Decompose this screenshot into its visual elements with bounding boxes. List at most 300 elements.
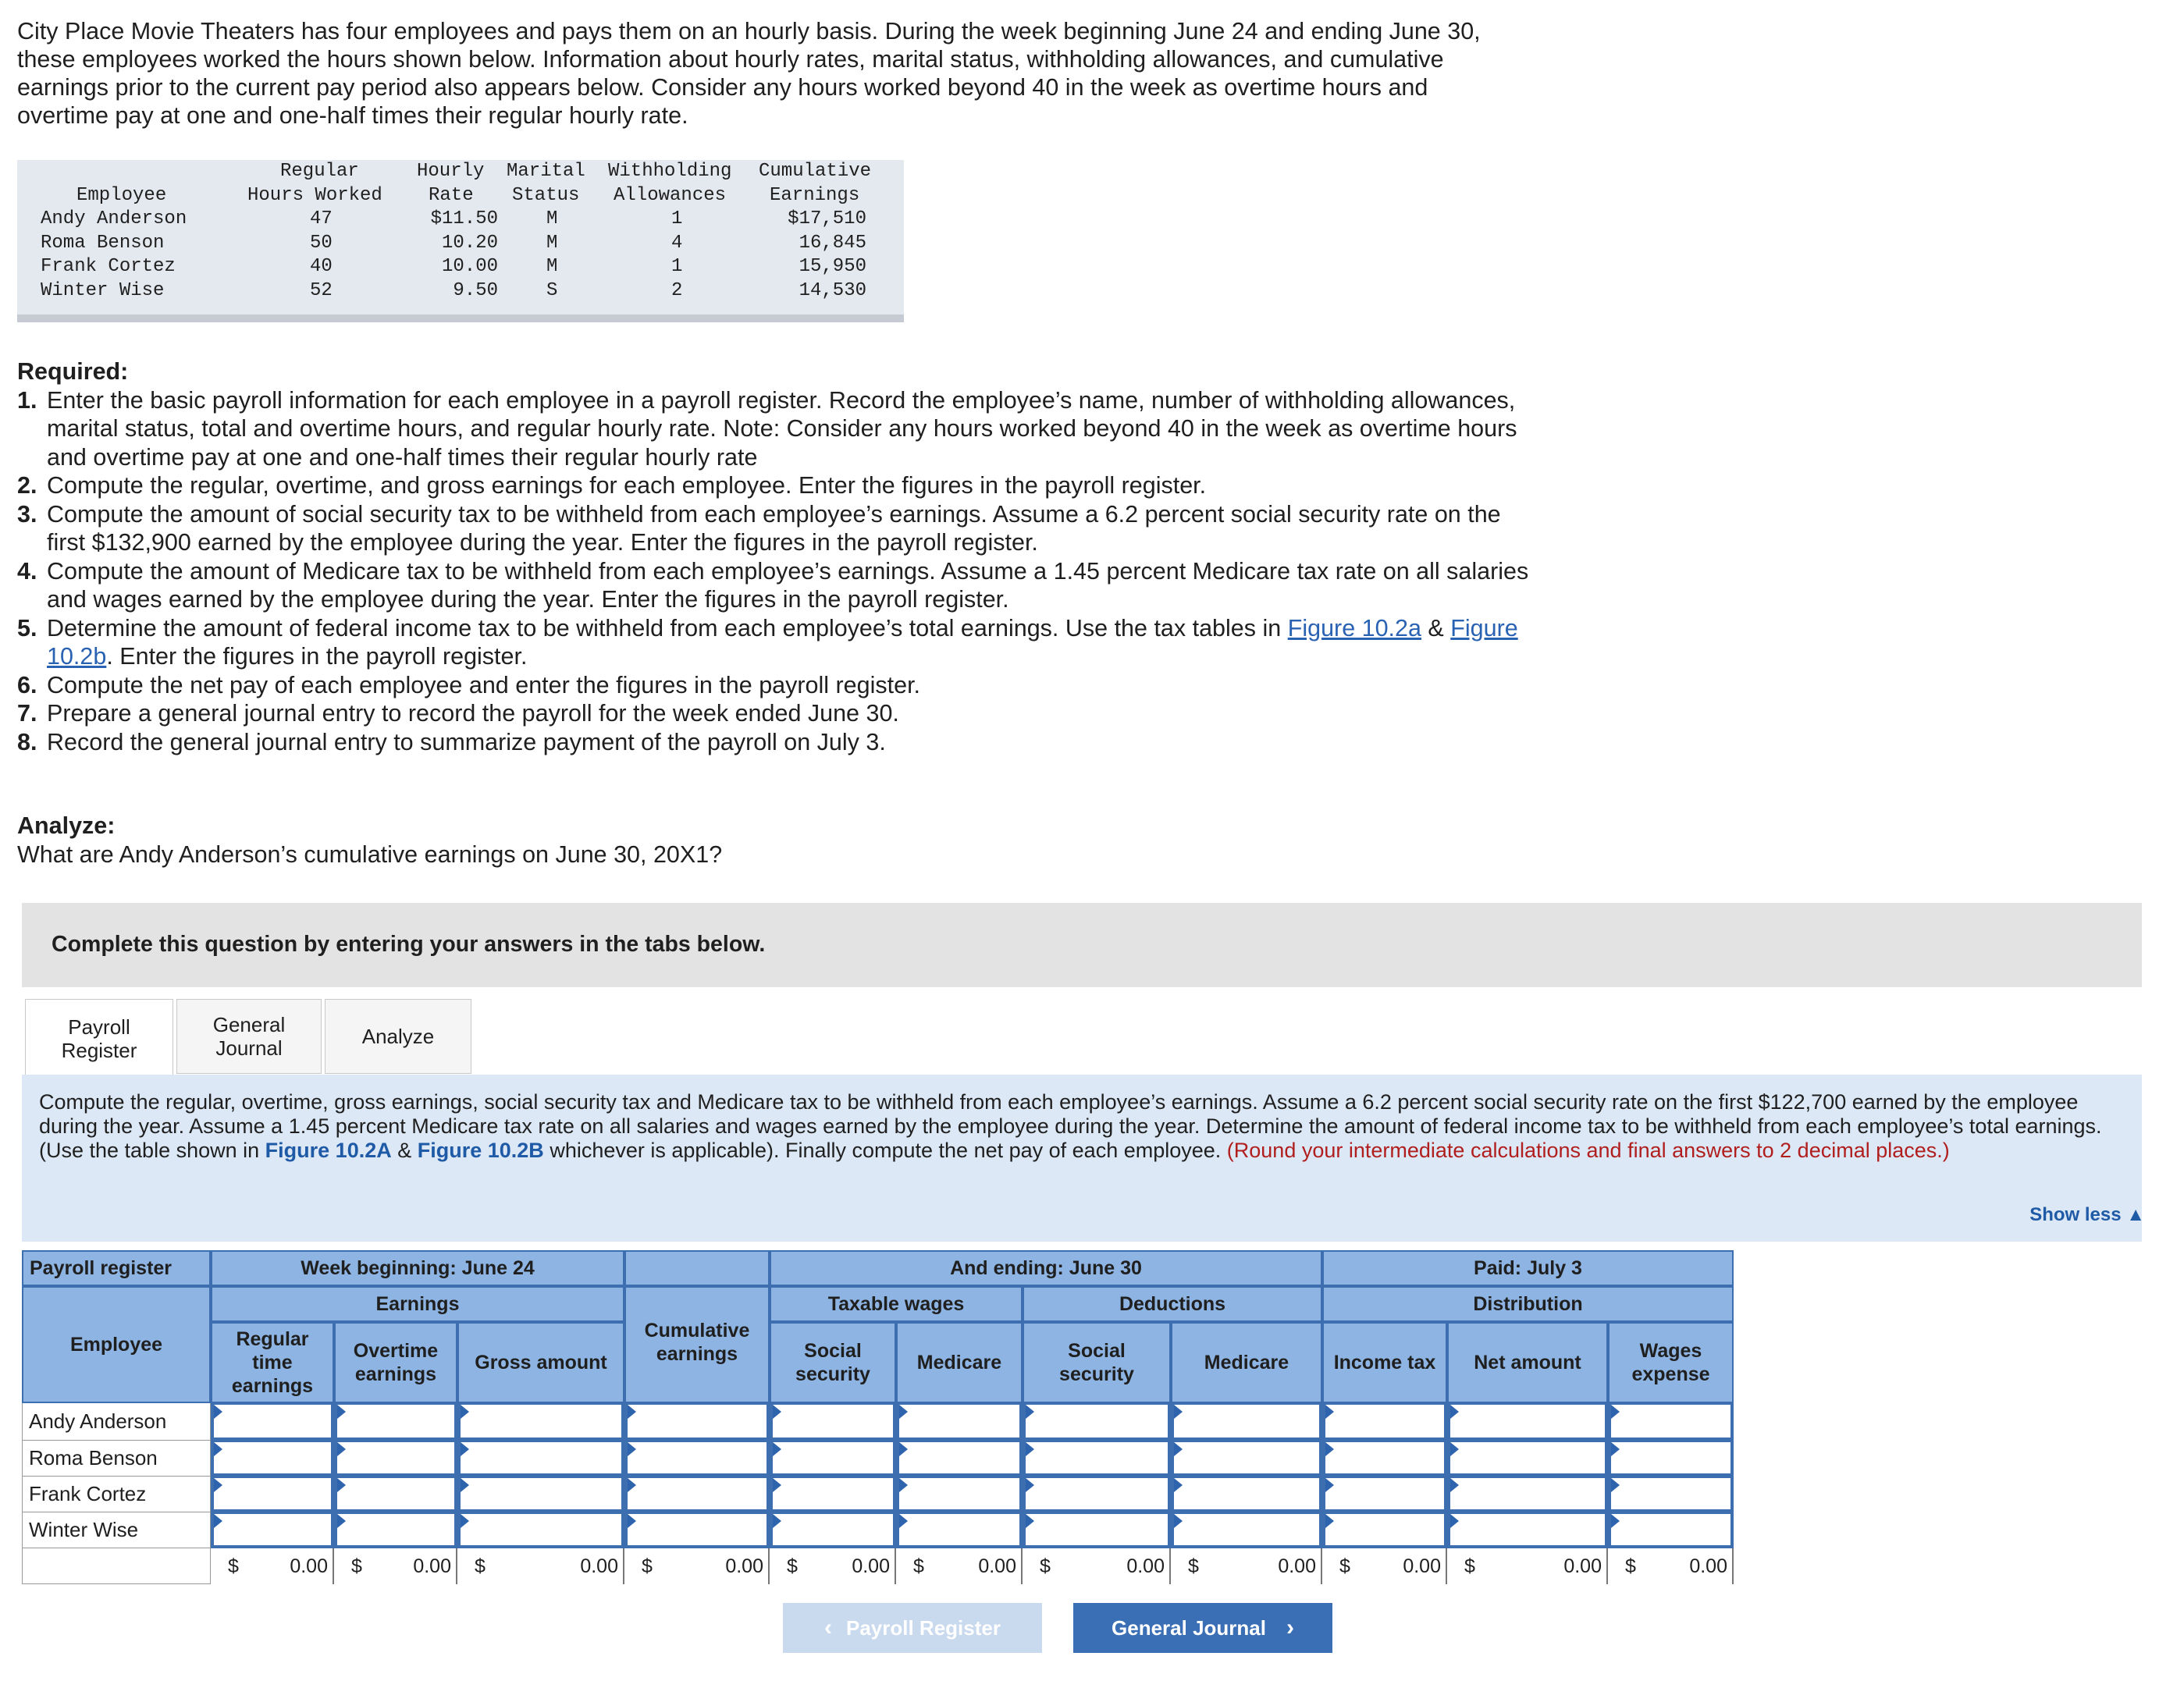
register-input-cell[interactable]	[896, 1441, 1023, 1477]
register-input-cell[interactable]	[457, 1477, 624, 1512]
total-value: 0.00	[290, 1555, 328, 1577]
col-header-text: Medicare	[916, 1352, 1002, 1374]
amount-input[interactable]	[899, 1514, 1019, 1545]
col-header-text: Income tax	[1333, 1352, 1436, 1374]
item-text: Compute the amount of Medicare tax to be withheld from each employee’s earnings. Assume a 1.45 percent Medicare tax rate on all salaries and wages earned by the employee during the year. Enter the figures in the payroll register.	[47, 557, 1529, 613]
col-header-text: earnings	[656, 1343, 738, 1365]
cell: 50	[310, 232, 333, 254]
total-value: 0.00	[1278, 1555, 1316, 1577]
required-list	[17, 386, 1531, 757]
input-marker-icon	[1611, 1442, 1620, 1456]
cell: S	[546, 279, 558, 301]
total-value: 0.00	[1403, 1555, 1441, 1577]
item-text: Compute the amount of social security tax to be withheld from each employee’s earnings. Assume a 6.2 percent social security rate on the first $132,900 earned by the employee during the year. Enter the figures in the payroll register.	[47, 500, 1501, 556]
register-input-cell[interactable]	[1608, 1477, 1734, 1512]
cell: M	[546, 232, 558, 254]
employee-name: Winter Wise	[22, 1512, 211, 1548]
input-marker-icon	[628, 1405, 636, 1419]
col-header: Earnings	[770, 184, 860, 206]
tab-general-journal[interactable]	[176, 999, 322, 1074]
input-marker-icon	[1611, 1478, 1620, 1492]
amount-input[interactable]	[1325, 1514, 1444, 1545]
input-marker-icon	[214, 1405, 222, 1419]
list-item	[17, 614, 1531, 671]
col-header: Allowances	[614, 184, 727, 206]
input-marker-icon	[628, 1514, 636, 1528]
column-total	[896, 1548, 1023, 1584]
col-header-taxable-medicare	[896, 1322, 1023, 1403]
tab-label: Payroll	[68, 1015, 130, 1039]
register-input-cell[interactable]	[1171, 1403, 1322, 1441]
total-value: 0.00	[725, 1555, 763, 1577]
amount-input[interactable]	[1026, 1405, 1168, 1438]
col-header: Status	[512, 184, 580, 206]
input-marker-icon	[337, 1514, 346, 1528]
amount-input[interactable]	[1611, 1405, 1730, 1438]
col-header-text: Cumulative	[644, 1320, 750, 1342]
payroll-register	[22, 1250, 1734, 1594]
col-header-text: Wages	[1639, 1340, 1702, 1362]
tab-label: Analyze	[361, 1025, 435, 1048]
chevron-right-icon: ›	[1286, 1615, 1294, 1640]
figure-10-2b-link[interactable]: Figure 10.2b	[47, 614, 1518, 670]
tab-label: Register	[61, 1038, 137, 1062]
cell: 10.00	[441, 256, 498, 277]
col-header: Rate	[429, 184, 474, 206]
prev-payroll-register-button[interactable]	[783, 1603, 1042, 1653]
list-item	[17, 671, 1531, 700]
cell: 1	[671, 208, 683, 229]
input-marker-icon	[1611, 1514, 1620, 1528]
register-input-cell[interactable]	[1608, 1441, 1734, 1477]
col-header: Withholding	[608, 161, 732, 182]
col-header-cumulative	[624, 1286, 770, 1403]
button-label: General Journal	[1112, 1615, 1266, 1640]
cell: Roma Benson	[41, 232, 165, 254]
amount-input[interactable]	[1450, 1514, 1605, 1545]
tab-payroll-register[interactable]	[25, 999, 173, 1077]
amount-input[interactable]	[1325, 1478, 1444, 1509]
caret-up-icon: ▲	[2126, 1204, 2145, 1225]
input-marker-icon	[1174, 1442, 1183, 1456]
employee-name: Andy Anderson	[22, 1403, 211, 1441]
input-marker-icon	[628, 1442, 636, 1456]
currency-symbol: $	[642, 1555, 653, 1577]
col-header-gross	[457, 1322, 624, 1403]
amount-input[interactable]	[1611, 1514, 1730, 1545]
register-input-cell[interactable]	[211, 1441, 334, 1477]
register-input-cell[interactable]	[334, 1512, 457, 1548]
input-marker-icon	[628, 1478, 636, 1492]
register-input-cell[interactable]	[211, 1512, 334, 1548]
register-input-cell[interactable]	[896, 1403, 1023, 1441]
item-number: 8.	[17, 728, 37, 755]
item-number: 2.	[17, 472, 37, 499]
tab-label: General	[212, 1013, 286, 1036]
cell: 10.20	[441, 232, 498, 254]
list-item	[17, 557, 1531, 614]
amount-input[interactable]	[337, 1514, 454, 1545]
register-input-cell[interactable]	[457, 1512, 624, 1548]
cell: 16,845	[799, 232, 866, 254]
currency-symbol: $	[1625, 1555, 1636, 1577]
total-value: 0.00	[1126, 1555, 1165, 1577]
next-general-journal-button[interactable]	[1073, 1603, 1332, 1653]
analyze-question: What are Andy Anderson’s cumulative earnings on June 30, 20X1?	[17, 840, 723, 868]
register-input-cell[interactable]	[770, 1477, 896, 1512]
required-section	[17, 357, 1531, 756]
figure-10-2a-ref: Figure 10.2A	[265, 1139, 392, 1162]
col-header: Cumulative	[759, 161, 872, 182]
table-row	[17, 208, 904, 232]
currency-symbol: $	[351, 1555, 362, 1577]
input-marker-icon	[1450, 1478, 1459, 1492]
register-input-cell[interactable]	[1023, 1403, 1171, 1441]
input-marker-icon	[773, 1514, 781, 1528]
amount-input[interactable]	[1611, 1478, 1730, 1509]
input-marker-icon	[1325, 1442, 1334, 1456]
column-total	[334, 1548, 457, 1584]
col-header-text: Net amount	[1474, 1352, 1581, 1374]
register-input-cell[interactable]	[457, 1441, 624, 1477]
item-number: 3.	[17, 500, 37, 528]
tab-label: Journal	[215, 1036, 283, 1060]
button-label: Payroll Register	[846, 1615, 1001, 1640]
amount-input[interactable]	[461, 1405, 621, 1438]
col-header-text: Overtime	[353, 1340, 439, 1362]
cell: 2	[671, 279, 683, 301]
input-marker-icon	[1325, 1478, 1334, 1492]
amount-input[interactable]	[773, 1405, 893, 1438]
register-input-cell[interactable]	[624, 1477, 770, 1512]
amount-input[interactable]	[1174, 1478, 1319, 1509]
register-input-cell[interactable]	[211, 1403, 334, 1441]
amount-input[interactable]	[214, 1405, 331, 1438]
register-input-cell[interactable]	[457, 1403, 624, 1441]
cell: Frank Cortez	[41, 256, 176, 277]
col-header-text: Medicare	[1204, 1352, 1289, 1374]
register-input-cell[interactable]	[1322, 1477, 1447, 1512]
col-header: Employee	[76, 184, 167, 206]
total-value: 0.00	[978, 1555, 1016, 1577]
show-less-link[interactable]	[2029, 1204, 2145, 1226]
total-value: 0.00	[413, 1555, 451, 1577]
item-text: Enter the basic payroll information for each employee in a payroll register. Record the employee’s name, number of withholding allowances, marital status, total and overtime hours, and regular hourly rate. Note: Consider any hours worked beyond 40 in the week as overtime hours and overtime pay at one and one-half times their regular hourly rate	[47, 386, 1517, 471]
input-marker-icon	[773, 1478, 781, 1492]
input-marker-icon	[1174, 1478, 1183, 1492]
amount-input[interactable]	[773, 1514, 893, 1545]
col-header-regular-time	[211, 1322, 334, 1403]
cell: 40	[310, 256, 333, 277]
register-input-cell[interactable]	[1023, 1477, 1171, 1512]
input-marker-icon	[1450, 1514, 1459, 1528]
input-marker-icon	[214, 1514, 222, 1528]
cell: 15,950	[799, 256, 866, 277]
col-header-deduction-medicare	[1171, 1322, 1322, 1403]
earnings-group-header: Earnings	[211, 1286, 624, 1322]
chevron-left-icon: ‹	[824, 1615, 832, 1640]
item-text: . Enter the figures in the payroll register.	[106, 643, 528, 670]
item-text: Compute the net pay of each employee and enter the figures in the payroll register.	[47, 671, 921, 698]
input-marker-icon	[214, 1478, 222, 1492]
input-marker-icon	[337, 1405, 346, 1419]
amount-input[interactable]	[461, 1514, 621, 1545]
instructions-text: whichever is applicable). Finally compute the net pay of each employee.	[543, 1139, 1227, 1162]
list-item	[17, 386, 1531, 472]
register-input-cell[interactable]	[1447, 1512, 1608, 1548]
input-marker-icon	[461, 1405, 469, 1419]
amount-input[interactable]	[337, 1442, 454, 1473]
input-marker-icon	[1174, 1405, 1183, 1419]
col-header: Marital	[507, 161, 585, 182]
table-header-row-1	[17, 160, 904, 184]
item-number: 1.	[17, 386, 37, 414]
amount-input[interactable]	[214, 1442, 331, 1473]
input-marker-icon	[1026, 1405, 1034, 1419]
cell: 47	[310, 208, 333, 229]
cell: 1	[671, 256, 683, 277]
register-input-cell[interactable]	[1608, 1512, 1734, 1548]
list-item	[17, 728, 1531, 757]
total-value: 0.00	[852, 1555, 890, 1577]
amount-input[interactable]	[1611, 1442, 1730, 1473]
amount-input[interactable]	[628, 1478, 767, 1509]
column-total	[1023, 1548, 1171, 1584]
amount-input[interactable]	[1450, 1478, 1605, 1509]
week-beginning: Week beginning: June 24	[211, 1250, 624, 1286]
input-marker-icon	[461, 1514, 469, 1528]
col-header-text: Regular	[236, 1328, 309, 1350]
amount-input[interactable]	[628, 1514, 767, 1545]
amount-input[interactable]	[337, 1405, 454, 1438]
input-marker-icon	[899, 1478, 908, 1492]
total-value: 0.00	[580, 1555, 618, 1577]
register-input-cell[interactable]	[334, 1441, 457, 1477]
register-input-cell[interactable]	[1171, 1477, 1322, 1512]
list-item	[17, 471, 1531, 500]
employee-data-table	[17, 160, 904, 322]
input-marker-icon	[461, 1442, 469, 1456]
item-number: 6.	[17, 671, 37, 698]
distribution-group-header: Distribution	[1322, 1286, 1734, 1322]
amount-input[interactable]	[1174, 1442, 1319, 1473]
amount-input[interactable]	[899, 1405, 1019, 1438]
and-ending: And ending: June 30	[770, 1250, 1322, 1286]
register-input-cell[interactable]	[896, 1477, 1023, 1512]
cell: 9.50	[453, 279, 498, 301]
cell: Andy Anderson	[41, 208, 187, 229]
employee-name: Roma Benson	[22, 1441, 211, 1477]
column-total	[1447, 1548, 1608, 1584]
register-input-cell[interactable]	[1447, 1477, 1608, 1512]
cell: M	[546, 208, 558, 229]
input-marker-icon	[1325, 1514, 1334, 1528]
amount-input[interactable]	[1450, 1405, 1605, 1438]
register-input-cell[interactable]	[1023, 1512, 1171, 1548]
register-input-cell[interactable]	[1322, 1403, 1447, 1441]
item-text: Record the general journal entry to summarize payment of the payroll on July 3.	[47, 728, 886, 755]
table-row	[17, 232, 904, 256]
amount-input[interactable]	[1174, 1405, 1319, 1438]
col-header-text: expense	[1631, 1363, 1710, 1385]
item-number: 5.	[17, 614, 37, 641]
amount-input[interactable]	[1325, 1405, 1444, 1438]
register-input-cell[interactable]	[334, 1477, 457, 1512]
col-header-income-tax	[1322, 1322, 1447, 1403]
currency-symbol: $	[1464, 1555, 1475, 1577]
column-total	[211, 1548, 334, 1584]
input-marker-icon	[1026, 1442, 1034, 1456]
register-input-cell[interactable]	[1608, 1403, 1734, 1441]
register-input-cell[interactable]	[334, 1403, 457, 1441]
item-text: &	[1421, 614, 1451, 641]
input-marker-icon	[1450, 1405, 1459, 1419]
input-marker-icon	[337, 1478, 346, 1492]
currency-symbol: $	[475, 1555, 486, 1577]
column-total	[624, 1548, 770, 1584]
col-header: Hourly	[417, 161, 485, 182]
amount-input[interactable]	[899, 1442, 1019, 1473]
input-marker-icon	[1026, 1514, 1034, 1528]
amount-input[interactable]	[214, 1514, 331, 1545]
cell: 52	[310, 279, 333, 301]
register-input-cell[interactable]	[770, 1441, 896, 1477]
cell: 14,530	[799, 279, 866, 301]
register-input-cell[interactable]	[624, 1403, 770, 1441]
input-marker-icon	[1174, 1514, 1183, 1528]
register-input-cell[interactable]	[1447, 1403, 1608, 1441]
input-marker-icon	[773, 1442, 781, 1456]
cell: $11.50	[430, 208, 498, 229]
input-marker-icon	[214, 1442, 222, 1456]
amount-input[interactable]	[899, 1478, 1019, 1509]
register-input-cell[interactable]	[624, 1512, 770, 1548]
amount-input[interactable]	[461, 1478, 621, 1509]
input-marker-icon	[337, 1442, 346, 1456]
item-number: 7.	[17, 700, 37, 727]
input-marker-icon	[461, 1478, 469, 1492]
amount-input[interactable]	[1174, 1514, 1319, 1545]
register-input-cell[interactable]	[770, 1512, 896, 1548]
register-input-cell[interactable]	[770, 1403, 896, 1441]
currency-symbol: $	[1040, 1555, 1051, 1577]
col-header-taxable-ss	[770, 1322, 896, 1403]
item-text: Prepare a general journal entry to record the payroll for the week ended June 30.	[47, 700, 899, 727]
analyze-title: Analyze:	[17, 812, 116, 839]
instruction-banner: Complete this question by entering your answers in the tabs below.	[22, 903, 2142, 987]
col-header-text: earnings	[231, 1375, 314, 1397]
column-total	[1608, 1548, 1734, 1584]
column-total	[1171, 1548, 1322, 1584]
list-item	[17, 699, 1531, 728]
deductions-group-header: Deductions	[1023, 1286, 1322, 1322]
register-input-cell[interactable]	[1322, 1441, 1447, 1477]
amount-input[interactable]	[461, 1442, 621, 1473]
currency-symbol: $	[228, 1555, 239, 1577]
col-header-text: time	[252, 1352, 293, 1374]
total-label-cell	[22, 1548, 211, 1584]
cell: Winter Wise	[41, 279, 165, 301]
rounding-note: (Round your intermediate calculations and final answers to 2 decimal places.)	[1226, 1139, 1950, 1162]
currency-symbol: $	[787, 1555, 798, 1577]
register-title: Payroll register	[22, 1250, 211, 1286]
col-header-net-amount	[1447, 1322, 1608, 1403]
amount-input[interactable]	[337, 1478, 454, 1509]
amount-input[interactable]	[1026, 1478, 1168, 1509]
instructions-text: Compute the regular, overtime, gross earnings, social security tax and Medicare tax to be withheld from each employee’s earnings. Assume a 6.2 percent social security rate on the first $122,700 earned by the employee during the year. Assume a 1.45 percent Medicare tax rate on all salaries and wages earned by the employee during the year. Determine the amount of federal income tax to be withheld from each employee’s total earnings. (Use the table shown in	[39, 1090, 2102, 1162]
col-header-text: Social	[804, 1340, 862, 1362]
col-header-text: Gross amount	[475, 1352, 607, 1374]
column-total	[770, 1548, 896, 1584]
input-marker-icon	[1325, 1405, 1334, 1419]
cell: M	[546, 256, 558, 277]
item-number: 4.	[17, 557, 37, 585]
cell: $17,510	[788, 208, 866, 229]
register-input-cell[interactable]	[896, 1512, 1023, 1548]
total-value: 0.00	[1563, 1555, 1602, 1577]
col-header-overtime	[334, 1322, 457, 1403]
register-input-cell[interactable]	[1023, 1441, 1171, 1477]
col-header-wages-expense	[1608, 1322, 1734, 1403]
currency-symbol: $	[913, 1555, 924, 1577]
cell: 4	[671, 232, 683, 254]
amount-input[interactable]	[1450, 1442, 1605, 1473]
input-marker-icon	[1450, 1442, 1459, 1456]
show-less-label: Show less	[2029, 1204, 2122, 1225]
register-input-cell[interactable]	[1171, 1512, 1322, 1548]
input-marker-icon	[899, 1442, 908, 1456]
amount-input[interactable]	[628, 1442, 767, 1473]
register-input-cell[interactable]	[1447, 1441, 1608, 1477]
input-marker-icon	[899, 1405, 908, 1419]
amount-input[interactable]	[1026, 1514, 1168, 1545]
tab-instructions	[22, 1075, 2142, 1242]
tab-analyze[interactable]	[325, 999, 471, 1074]
table-row	[17, 279, 904, 304]
list-item	[17, 500, 1531, 557]
analyze-section	[17, 812, 722, 869]
header-spacer	[624, 1250, 770, 1286]
amount-input[interactable]	[214, 1478, 331, 1509]
required-title: Required:	[17, 358, 129, 385]
problem-intro: City Place Movie Theaters has four employees and pays them on an hourly basis. During the week beginning June 24 and ending June 30, these employees worked the hours shown below. Information about hourly rates, marital status, withholding allowances, and cumulative earnings prior to the current pay period also appears below. Consider any hours worked beyond 40 in the week as overtime hours and overtime pay at one and one-half times their regular hourly rate.	[17, 18, 1481, 129]
paid-date: Paid: July 3	[1322, 1250, 1734, 1286]
amount-input[interactable]	[773, 1478, 893, 1509]
register-input-cell[interactable]	[211, 1477, 334, 1512]
instructions-text: &	[391, 1139, 418, 1162]
taxable-wages-group-header: Taxable wages	[770, 1286, 1023, 1322]
figure-10-2b-ref: Figure 10.2B	[417, 1139, 544, 1162]
register-input-cell[interactable]	[624, 1441, 770, 1477]
table-header-row-2	[17, 184, 904, 208]
amount-input[interactable]	[773, 1442, 893, 1473]
employee-name: Frank Cortez	[22, 1477, 211, 1512]
table-row	[17, 255, 904, 279]
col-header-text: earnings	[354, 1363, 437, 1385]
col-header: Regular	[280, 161, 359, 182]
amount-input[interactable]	[628, 1405, 767, 1438]
item-text: Determine the amount of federal income tax to be withheld from each employee’s total earnings. Use the tax tables in	[47, 614, 1288, 641]
column-total	[1322, 1548, 1447, 1584]
figure-10-2a-link[interactable]: Figure 10.2a	[1287, 614, 1421, 641]
amount-input[interactable]	[1026, 1442, 1168, 1473]
col-header-text: security	[1059, 1363, 1134, 1385]
register-input-cell[interactable]	[1322, 1512, 1447, 1548]
col-header-text: security	[795, 1363, 870, 1385]
amount-input[interactable]	[1325, 1442, 1444, 1473]
col-header-deduction-ss	[1023, 1322, 1171, 1403]
register-input-cell[interactable]	[1171, 1441, 1322, 1477]
